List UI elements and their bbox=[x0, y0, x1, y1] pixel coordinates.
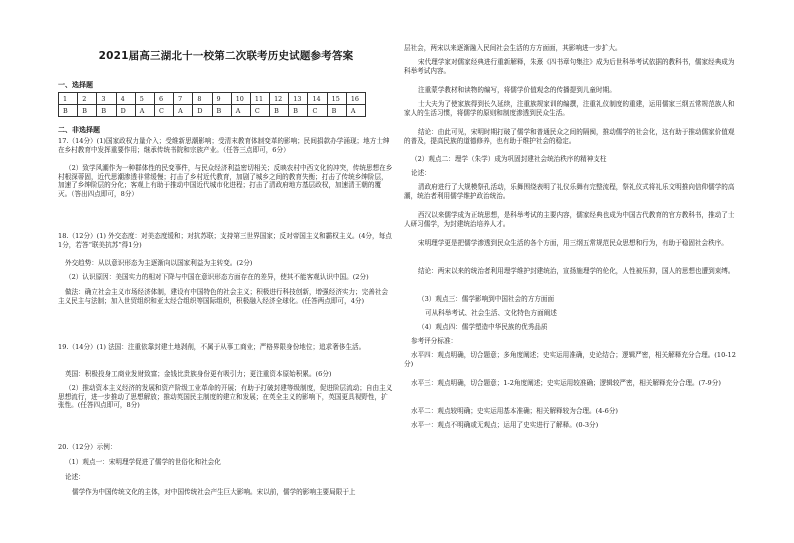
section-essay-heading: 二、非选择题 bbox=[58, 126, 100, 134]
question-number-cell: 2 bbox=[78, 93, 97, 105]
question-number-cell: 7 bbox=[174, 93, 193, 105]
q19-part1-france: 19.（14分）(1) 法国：注重依靠封建土地剥削，不属于从事工商业；严格界限身份地位；追求奢侈生活。 bbox=[58, 343, 366, 351]
r-para-10: 结论：两宋以来的统治者利用理学维护封建统治，宣扬施理学的伦化，人性被压抑，国人的思想也遭到束缚。 bbox=[418, 267, 735, 275]
question-number-cell: 14 bbox=[308, 93, 327, 105]
r-para-7: 清政府进行了大规模祭孔活动，乐舞围绕表明了礼仪乐舞有完整流程，祭礼仪式将礼乐文明推向信仰儒学的高潮，统治者利用儒学维护政治统治。 bbox=[404, 183, 735, 200]
q17-part1: 17.（14分）(1)国家政权力量介入；受维新思潮影响；受清末教育体制变革的影响；民间捐款办学涌现；地方士绅在乡村教育中发挥重要作用；继承传统书院和宗族产业。（任答三点即可，6分） bbox=[58, 137, 390, 154]
q20-viewpoint1: （1）观点一：宋明理学促进了儒学的世俗化和社会化 bbox=[65, 458, 221, 466]
section-choice-heading: 一、选择题 bbox=[58, 81, 93, 89]
r-para-6: 论述： bbox=[411, 169, 431, 177]
question-number-cell: 13 bbox=[289, 93, 308, 105]
q17-part2: （2）致学风潮作为一种群体性的民变事件，与民众经济利益密切相关；反映农村中西文化的冲突，传统思想在乡村根深蒂固，近代思潮渗透非常缓慢；打击了乡村近代教育，加剧了城乡之间的教育失衡；打击了传统乡绅阶层，加速了乡绅阶层的分化；客观上有助于推动中国近代城市化进程；打击了清政府地方基层政权，加速清王朝的覆灭。（答出四点即可，8分） bbox=[58, 164, 393, 198]
r-para-4: 结论：由此可见，宋明时期打破了儒学和普通民众之间的隔阂，推动儒学的社会化，这有助于推动儒家价值观的普及，提高民族的道德修养，也有助于维护社会的稳定。 bbox=[404, 128, 735, 145]
q20-argument-text: 儒学作为中国传统文化的主体，对中国传统社会产生巨大影响。宋以前，儒学的影响主要局限于上 bbox=[72, 488, 356, 496]
question-number-cell: 12 bbox=[270, 93, 289, 105]
r-level-3: 水平三：观点明确，切合题意；1-2角度阐述；史实运用较准确；逻辑较严密，相关解释充分合理。(7-9分) bbox=[411, 379, 721, 387]
r-para-11: （3）观点三：儒学影响到中国社会的方方面面 bbox=[418, 295, 555, 303]
question-number-cell: 15 bbox=[327, 93, 346, 105]
r-level-1: 水平一：观点不明确或无观点；运用了史实进行了解释。(0-3分) bbox=[411, 421, 599, 429]
r-scoring-heading: 参考评分标准： bbox=[411, 337, 458, 345]
answer-cell: B bbox=[289, 105, 308, 117]
q18-part2-reason: （2）认识原因：美国实力的相对下降与中国在意识形态方面存在的差异，使其不能客观认识中国。(2分) bbox=[65, 273, 369, 281]
question-number-cell: 4 bbox=[116, 93, 135, 105]
answer-table-answer-row bbox=[59, 105, 366, 117]
answer-cell: B bbox=[78, 105, 97, 117]
answer-cell: B bbox=[97, 105, 116, 117]
r-para-0: 层社会，两宋以来逐渐融入民间社会生活的方方面面，其影响进一步扩大。 bbox=[404, 44, 622, 52]
q20-heading: 20.（12分）示例： bbox=[58, 443, 117, 451]
q19-part2: （2）推动资本主义经济的发展和资产阶级工业革命的开展；有助于打破封建等级制度，促进阶层流动；自由主义思想流行，进一步推动了思想解放；推动英国民主制度的建立和发展；在英全主义的影响下，英国更具视野性，扩张性。(任答四点即可，8分) bbox=[58, 384, 393, 410]
q19-part1-britain: 英国：积极投身工商业发财致富；金钱比贵族身份更有吸引力；更注重资本原始积累。(6分) bbox=[65, 370, 332, 378]
answer-cell: C bbox=[154, 105, 173, 117]
question-number-cell: 16 bbox=[346, 93, 365, 105]
r-para-8: 西汉以来儒学成为正统思想，是科举考试的主要内容，儒家经典也成为中国古代教育的官方教科书，推动了士人研习儒学，为封建统治培养人才。 bbox=[404, 211, 735, 228]
q20-argument-label: 论述： bbox=[65, 473, 85, 481]
r-para-5: （2）观点二：理学（朱学）成为巩固封建社会统治秩序的精神支柱 bbox=[411, 155, 607, 163]
answer-cell: A bbox=[346, 105, 365, 117]
answer-cell: D bbox=[193, 105, 212, 117]
answer-cell: C bbox=[308, 105, 327, 117]
answer-cell: C bbox=[250, 105, 269, 117]
r-para-3: 士大夫为了使家族得到长久延续，注重族规家训的编撰，注重礼仪制度的重建，运用儒家三纲五常规范族人和家人的生活习惯，将儒学的原则和制度渗透到民众生活。 bbox=[404, 100, 735, 117]
answer-cell: A bbox=[231, 105, 250, 117]
answer-cell: B bbox=[270, 105, 289, 117]
question-number-cell: 1 bbox=[59, 93, 78, 105]
r-level-4: 水平四：观点明确，切合题意；多角度阐述；史实运用准确，史论结合；逻辑严密，相关解释充分合理。(10-12分) bbox=[404, 351, 736, 368]
question-number-cell: 9 bbox=[212, 93, 231, 105]
question-number-cell: 6 bbox=[154, 93, 173, 105]
r-para-13: （4）观点四：儒学塑造中华民族的优秀品质 bbox=[418, 323, 548, 331]
answer-table-number-row bbox=[59, 93, 366, 105]
q18-diplomatic-trend: 外交趋势：从以意识形态为主逐渐向以国家利益为主转变。(2分) bbox=[65, 259, 253, 267]
question-number-cell: 8 bbox=[193, 93, 212, 105]
r-para-1: 宋代理学家对儒家经典进行重新解释，朱熹《四书章句集注》成为后世科举考试依据的教科书，儒家经典成为科举考试内容。 bbox=[404, 58, 735, 75]
question-number-cell: 3 bbox=[97, 93, 116, 105]
question-number-cell: 11 bbox=[250, 93, 269, 105]
page-title: 2021届高三湖北十一校第二次联考历史试题参考答案 bbox=[98, 50, 354, 62]
answer-cell: B bbox=[212, 105, 231, 117]
answer-cell: D bbox=[116, 105, 135, 117]
answer-table bbox=[58, 92, 366, 117]
answer-cell: A bbox=[174, 105, 193, 117]
r-para-12: 可从科举考试、社会生活、文化特色方面阐述 bbox=[425, 309, 557, 317]
question-number-cell: 10 bbox=[231, 93, 250, 105]
answer-cell: B bbox=[59, 105, 78, 117]
answer-cell: B bbox=[327, 105, 346, 117]
q18-part2-measures: 做法：确立社会主义市场经济体制，建设有中国特色的社会主义；积极进行科技创新，增强经济实力；完善社会主义民主与法制；加入世贸组织和亚太经合组织等国际组织，积极融入经济全球化。(任答两点即可，4分) bbox=[58, 288, 389, 305]
q18-part1: 18.（12分）(1) 外交态度：对美态度缓和；对抗苏联；支持第三世界国家；反对帝国主义和霸权主义。(4分，每点1分，若答“联美抗苏”得1分) bbox=[58, 232, 392, 249]
r-para-9: 宋明理学更是把儒学渗透到民众生活的各个方面，用三纲五常规范民众思想和行为，有助于稳固社会秩序。 bbox=[418, 239, 728, 247]
r-para-2: 注重蒙学教材和读物的编写，将儒学价值观念的传播提到儿童时期。 bbox=[418, 86, 616, 94]
answer-cell: A bbox=[135, 105, 154, 117]
question-number-cell: 5 bbox=[135, 93, 154, 105]
r-level-2: 水平二：观点较明确；史实运用基本准确；相关解释较为合理。(4-6分) bbox=[411, 407, 618, 415]
